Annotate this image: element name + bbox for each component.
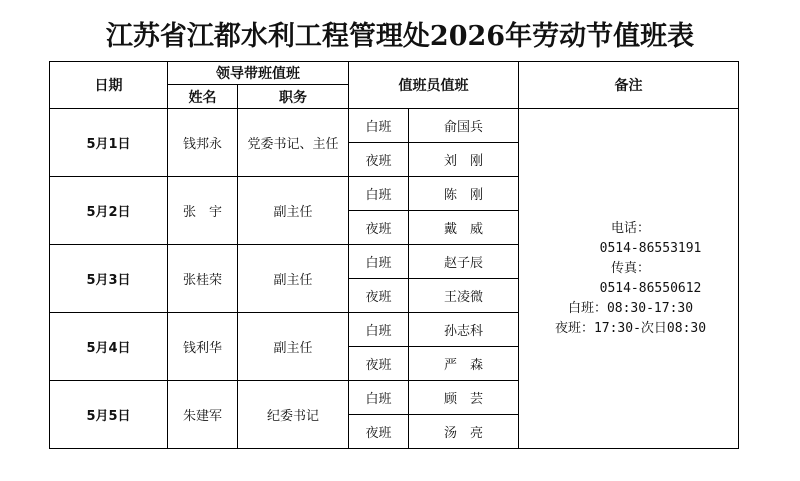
leader-position-cell: 纪委书记 <box>238 381 349 449</box>
leader-position-cell: 副主任 <box>238 245 349 313</box>
leader-name-cell: 钱邦永 <box>168 109 238 177</box>
leader-position-cell: 副主任 <box>238 313 349 381</box>
date-cell: 5月4日 <box>50 313 168 381</box>
leader-name-cell: 朱建军 <box>168 381 238 449</box>
date-cell: 5月2日 <box>50 177 168 245</box>
table-row <box>50 109 739 143</box>
date-cell: 5月5日 <box>50 381 168 449</box>
staff-name-cell: 赵子辰 <box>409 245 519 279</box>
fax-number: 0514-86550612 <box>599 280 702 296</box>
remarks-cell <box>519 109 739 449</box>
header-position: 职务 <box>238 85 349 109</box>
shift-label-cell: 夜班 <box>349 347 409 381</box>
shift-label-cell: 白班 <box>349 313 409 347</box>
day-shift-hours: 白班：08:30-17:30 <box>567 300 694 316</box>
staff-name-cell: 王凌微 <box>409 279 519 313</box>
staff-name-cell: 戴 威 <box>409 211 519 245</box>
shift-label-cell: 白班 <box>349 381 409 415</box>
shift-label-cell: 白班 <box>349 177 409 211</box>
fax-label: 传真： <box>610 260 650 276</box>
staff-name-cell: 孙志科 <box>409 313 519 347</box>
shift-label-cell: 夜班 <box>349 143 409 177</box>
staff-name-cell: 俞国兵 <box>409 109 519 143</box>
shift-label-cell: 夜班 <box>349 279 409 313</box>
header-name: 姓名 <box>168 85 238 109</box>
leader-name-cell: 钱利华 <box>168 313 238 381</box>
staff-name-cell: 汤 亮 <box>409 415 519 449</box>
shift-label-cell: 夜班 <box>349 211 409 245</box>
phone-label: 电话： <box>610 220 650 236</box>
header-staff-group: 值班员值班 <box>349 62 519 109</box>
staff-name-cell: 刘 刚 <box>409 143 519 177</box>
header-remarks: 备注 <box>519 62 739 109</box>
shift-label-cell: 夜班 <box>349 415 409 449</box>
header-date: 日期 <box>50 62 168 109</box>
staff-name-cell: 陈 刚 <box>409 177 519 211</box>
page-title: 江苏省江都水利工程管理处2026年劳动节值班表 <box>105 21 695 52</box>
leader-position-cell: 党委书记、主任 <box>238 109 349 177</box>
leader-name-cell: 张桂荣 <box>168 245 238 313</box>
remarks-content <box>519 219 738 339</box>
header-leader-group: 领导带班值班 <box>168 62 349 85</box>
date-cell: 5月3日 <box>50 245 168 313</box>
leader-position-cell: 副主任 <box>238 177 349 245</box>
shift-label-cell: 白班 <box>349 109 409 143</box>
shift-label-cell: 白班 <box>349 245 409 279</box>
staff-name-cell: 顾 芸 <box>409 381 519 415</box>
date-cell: 5月1日 <box>50 109 168 177</box>
leader-name-cell: 张 宇 <box>168 177 238 245</box>
duty-table <box>49 61 739 449</box>
staff-name-cell: 严 森 <box>409 347 519 381</box>
phone-number: 0514-86553191 <box>599 240 702 256</box>
night-shift-hours: 夜班：17:30-次日08:30 <box>554 320 707 336</box>
